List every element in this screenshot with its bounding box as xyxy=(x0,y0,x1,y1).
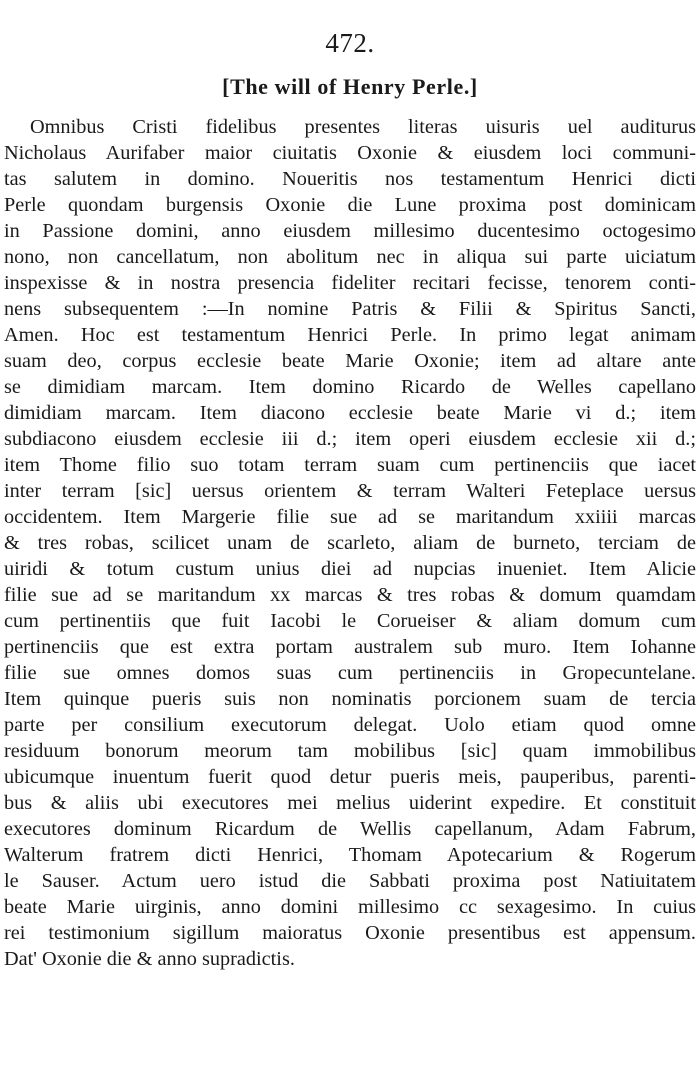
text-line: in Passione domini, anno eiusdem millesimo ducentesimo octogesimo xyxy=(4,220,696,242)
text-line: Nicholaus Aurifaber maior ciuitatis Oxonie & eiusdem loci communi- xyxy=(4,142,696,164)
page-number: 472. xyxy=(325,28,375,58)
text-line: dimidiam marcam. Item diacono ecclesie beate Marie vi d.; item xyxy=(4,402,696,424)
text-line: subdiacono eiusdem ecclesie iii d.; item operi eiusdem ecclesie xii d.; xyxy=(4,428,696,450)
text-line: filie sue ad se maritandum xx marcas & tres robas & domum quamdam xyxy=(4,584,696,606)
text-line: filie sue omnes domos suas cum pertinenciis in Gropecuntelane. xyxy=(4,662,696,684)
text-line: se dimidiam marcam. Item domino Ricardo de Welles capellano xyxy=(4,376,696,398)
text-line: residuum bonorum meorum tam mobilibus [sic] quam immobilibus xyxy=(4,740,696,762)
text-line: executores dominum Ricardum de Wellis capellanum, Adam Fabrum, xyxy=(4,818,696,840)
text-line: pertinenciis que est extra portam australem sub muro. Item Iohanne xyxy=(4,636,696,658)
text-line: & tres robas, scilicet unam de scarleto, aliam de burneto, terciam de xyxy=(4,532,696,554)
document-heading: [The will of Henry Perle.] xyxy=(222,74,478,99)
text-line: cum pertinentiis que fuit Iacobi le Corueiser & aliam domum cum xyxy=(4,610,696,632)
text-line: nens subsequentem :—In nomine Patris & Filii & Spiritus Sancti, xyxy=(4,298,696,320)
text-line: Walterum fratrem dicti Henrici, Thomam Apotecarium & Rogerum xyxy=(4,844,696,866)
text-line: rei testimonium sigillum maioratus Oxonie presentibus est appensum. xyxy=(4,922,696,944)
text-line: Amen. Hoc est testamentum Henrici Perle. In primo legat animam xyxy=(4,324,696,346)
text-line: Omnibus Cristi fidelibus presentes literas uisuris uel auditurus xyxy=(30,116,696,138)
text-line: parte per consilium executorum delegat. Uolo etiam quod omne xyxy=(4,714,696,736)
text-line: bus & aliis ubi executores mei melius uiderint expedire. Et constituit xyxy=(4,792,696,814)
document-body xyxy=(4,114,696,972)
text-line: tas salutem in domino. Noueritis nos testamentum Henrici dicti xyxy=(4,168,696,190)
text-line: Perle quondam burgensis Oxonie die Lune proxima post dominicam xyxy=(4,194,696,216)
text-line: uiridi & totum custum unius diei ad nupcias inueniet. Item Alicie xyxy=(4,558,696,580)
text-line: Dat' Oxonie die & anno supradictis. xyxy=(4,948,295,970)
text-line: suam deo, corpus ecclesie beate Marie Oxonie; item ad altare ante xyxy=(4,350,696,372)
text-line: occidentem. Item Margerie filie sue ad se maritandum xxiiii marcas xyxy=(4,506,696,528)
text-line: Item quinque pueris suis non nominatis porcionem suam de tercia xyxy=(4,688,696,710)
text-line: inspexisse & in nostra presencia fideliter recitari fecisse, tenorem conti- xyxy=(4,272,696,294)
text-line: item Thome filio suo totam terram suam cum pertinenciis que iacet xyxy=(4,454,696,476)
text-line: nono, non cancellatum, non abolitum nec in aliqua sui parte uiciatum xyxy=(4,246,696,268)
text-line: beate Marie uirginis, anno domini millesimo cc sexagesimo. In cuius xyxy=(4,896,696,918)
text-line: inter terram [sic] uersus orientem & terram Walteri Feteplace uersus xyxy=(4,480,696,502)
text-line: ubicumque inuentum fuerit quod detur pueris meis, pauperibus, parenti- xyxy=(4,766,696,788)
text-line: le Sauser. Actum uero istud die Sabbati proxima post Natiuitatem xyxy=(4,870,696,892)
